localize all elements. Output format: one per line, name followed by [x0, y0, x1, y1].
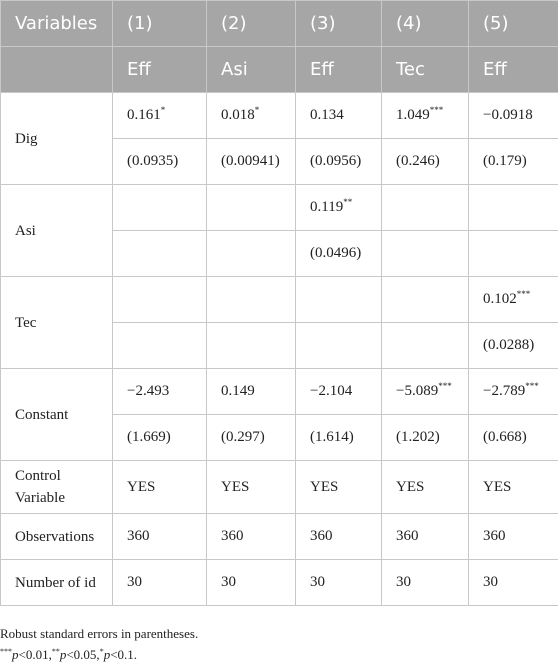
cell-coef: 0.119**: [296, 185, 382, 231]
cell-coef: −5.089***: [382, 369, 469, 415]
table-note-standard-errors: Robust standard errors in parentheses.: [0, 626, 199, 641]
cell-se: (0.297): [207, 415, 296, 461]
cell-se: (0.0956): [296, 139, 382, 185]
header-model-1: (1): [113, 1, 207, 47]
header-depvar-5: Eff: [469, 47, 558, 93]
cell-coef: [382, 277, 469, 323]
row-label-constant: Constant: [1, 369, 113, 461]
cell-se: [382, 323, 469, 369]
header-depvar-4: Tec: [382, 47, 469, 93]
cell-coef: −2.789***: [469, 369, 558, 415]
header-model-5: (5): [469, 1, 558, 47]
header-variables: Variables: [1, 1, 113, 47]
cell-value: 30: [382, 560, 469, 606]
cell-coef: [296, 277, 382, 323]
row-dig-coef: [1, 93, 558, 139]
row-label-dig: Dig: [1, 93, 113, 185]
cell-value: 360: [296, 514, 382, 560]
cell-value: 30: [207, 560, 296, 606]
cell-value: 30: [113, 560, 207, 606]
header-model-2: (2): [207, 1, 296, 47]
cell-se: [382, 231, 469, 277]
cell-se: [113, 231, 207, 277]
cell-se: (0.179): [469, 139, 558, 185]
cell-se: (0.0496): [296, 231, 382, 277]
header-depvar-1: Eff: [113, 47, 207, 93]
row-label-observations: Observations: [1, 514, 113, 560]
cell-value: YES: [207, 461, 296, 514]
row-observations: [1, 514, 558, 560]
cell-coef: 0.161*: [113, 93, 207, 139]
cell-se: (0.668): [469, 415, 558, 461]
cell-coef: [113, 185, 207, 231]
header-row-models: [1, 1, 558, 47]
cell-se: (0.0935): [113, 139, 207, 185]
cell-value: YES: [382, 461, 469, 514]
row-constant-coef: [1, 369, 558, 415]
cell-se: (0.246): [382, 139, 469, 185]
header-depvar-2: Asi: [207, 47, 296, 93]
cell-value: 360: [113, 514, 207, 560]
cell-coef: [207, 185, 296, 231]
header-model-4: (4): [382, 1, 469, 47]
cell-se: [469, 231, 558, 277]
row-label-number-of-id: Number of id: [1, 560, 113, 606]
row-tec-coef: [1, 277, 558, 323]
cell-coef: −2.493: [113, 369, 207, 415]
cell-coef: [207, 277, 296, 323]
cell-coef: −0.0918: [469, 93, 558, 139]
cell-se: (0.00941): [207, 139, 296, 185]
cell-se: [296, 323, 382, 369]
cell-coef: [113, 277, 207, 323]
header-depvar-3: Eff: [296, 47, 382, 93]
cell-coef: [469, 185, 558, 231]
cell-coef: 0.018*: [207, 93, 296, 139]
cell-value: 360: [382, 514, 469, 560]
cell-se: (0.0288): [469, 323, 558, 369]
cell-se: (1.669): [113, 415, 207, 461]
cell-coef: 0.102***: [469, 277, 558, 323]
cell-value: 30: [296, 560, 382, 606]
cell-coef: −2.104: [296, 369, 382, 415]
cell-value: YES: [469, 461, 558, 514]
cell-value: YES: [296, 461, 382, 514]
row-label-tec: Tec: [1, 277, 113, 369]
row-number-of-id: [1, 560, 558, 606]
cell-se: [207, 231, 296, 277]
cell-coef: 0.149: [207, 369, 296, 415]
row-label-asi: Asi: [1, 185, 113, 277]
header-model-3: (3): [296, 1, 382, 47]
cell-se: (1.202): [382, 415, 469, 461]
table-note-significance: ***p<0.01,**p<0.05,*p<0.1.: [0, 647, 138, 662]
cell-se: [207, 323, 296, 369]
cell-value: YES: [113, 461, 207, 514]
row-label-control-variable: Control Variable: [1, 461, 113, 514]
header-row-depvars: [1, 47, 558, 93]
row-control-variable: [1, 461, 558, 514]
cell-value: 360: [469, 514, 558, 560]
row-asi-coef: [1, 185, 558, 231]
cell-coef: 0.134: [296, 93, 382, 139]
cell-coef: 1.049***: [382, 93, 469, 139]
cell-se: (1.614): [296, 415, 382, 461]
cell-value: 30: [469, 560, 558, 606]
cell-se: [113, 323, 207, 369]
cell-coef: [382, 185, 469, 231]
cell-value: 360: [207, 514, 296, 560]
header-blank: [1, 47, 113, 93]
